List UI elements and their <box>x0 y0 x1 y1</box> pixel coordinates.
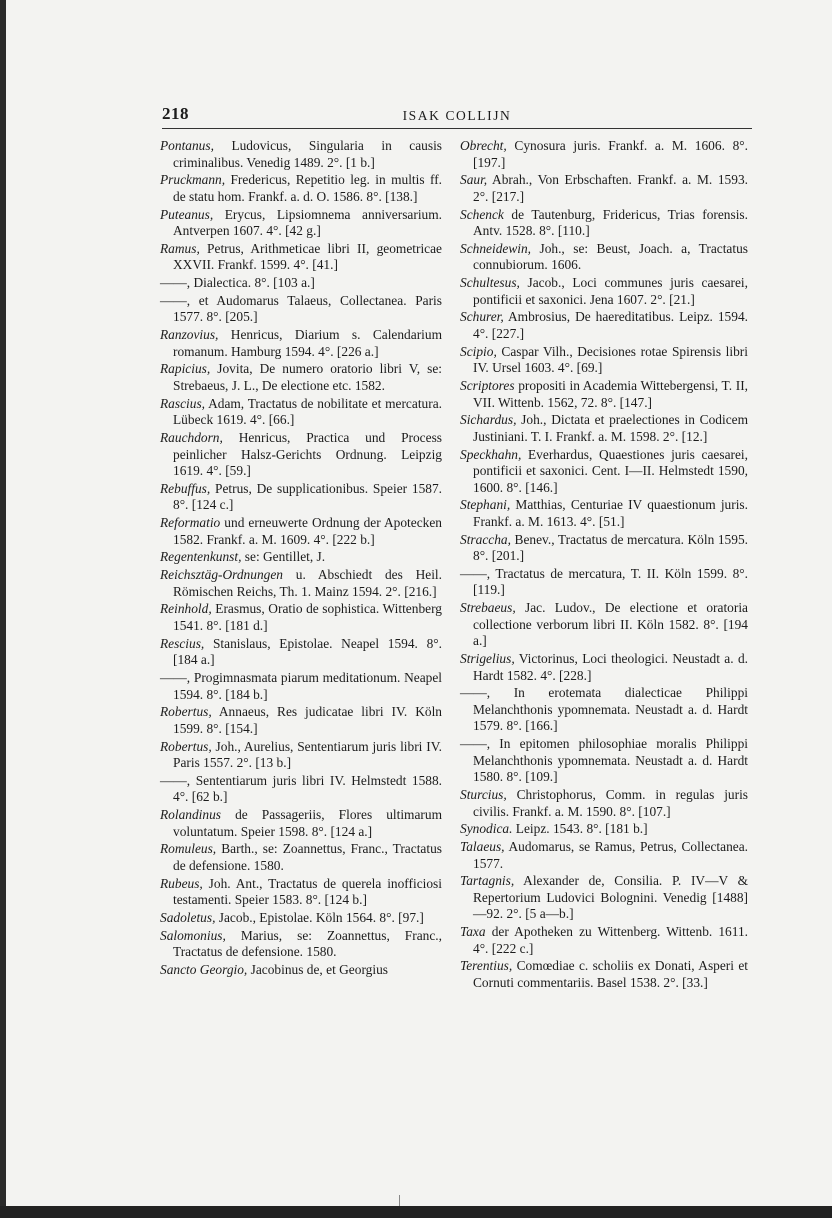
binding-mark <box>399 1195 400 1206</box>
entry-text: Alexander de, Consilia. P. IV—V & Repertorium Ludovici Bolognini. Venedig [1488]—92. 2°. [5 a—b.] <box>473 873 748 922</box>
entry-author: Pruckmann, <box>160 172 226 188</box>
entry-author: Speckhahn, <box>460 446 522 462</box>
entry-author: Rescius, <box>160 635 205 651</box>
entry-author: Sadoletus, <box>160 909 216 925</box>
entry-text: ——, Sententiarum juris libri IV. Helmstedt 1588. 4°. [62 b.] <box>160 772 442 805</box>
entry-text: Jacob., Epistolae. Köln 1564. 8°. [97.] <box>215 909 424 925</box>
entry-text: Leipz. 1543. 8°. [181 b.] <box>512 821 648 837</box>
bibliography-entry <box>460 412 748 445</box>
entry-text: Christophorus, Comm. in regulas juris civilis. Frankf. a. M. 1590. 8°. [107.] <box>473 786 748 819</box>
entry-author: Romuleus, <box>160 841 217 857</box>
entry-text: Erasmus, Oratio de sophistica. Wittenberg 1541. 8°. [181 d.] <box>173 601 442 633</box>
page-number: 218 <box>162 104 189 123</box>
entry-author: Straccha, <box>460 531 511 547</box>
bibliography-entry <box>160 396 442 429</box>
entry-author: Talaeus, <box>460 838 505 854</box>
entry-text: ——, Progimnasmata piarum meditationum. Neapel 1594. 8°. [184 b.] <box>160 669 442 702</box>
entry-text: Abrah., Von Erbschaften. Frankf. a. M. 1593. 2°. [217.] <box>473 172 748 204</box>
entry-author: Puteanus, <box>160 206 214 222</box>
entry-text: se: Gentillet, J. <box>241 549 326 565</box>
entry-text: Petrus, Arithmeticae libri II, geometricae XXVII. Frankf. 1599. 4°. [41.] <box>173 240 442 273</box>
bibliography-entry <box>160 327 442 360</box>
bibliography-entry <box>160 361 442 394</box>
bibliography-entry <box>460 447 748 497</box>
entry-text: Jovita, De numero oratorio libri V, se: Strebaeus, J. L., De electione etc. 1582. <box>173 361 442 393</box>
bibliography-entry <box>160 241 442 274</box>
bibliography-entry <box>160 928 442 961</box>
bibliography-entry <box>160 704 442 737</box>
bibliography-entry <box>160 601 442 634</box>
entry-author: Terentius, <box>460 958 513 974</box>
scan-edge-bottom <box>0 1206 832 1218</box>
bibliography-entry <box>460 566 748 599</box>
bibliography-entry <box>160 636 442 669</box>
entry-text: Fredericus, Repetitio leg. in multis ff. de statu hom. Frankf. a. d. O. 1586. 8°. [138.] <box>173 172 442 204</box>
entry-author: Pontanus, <box>160 138 214 153</box>
entry-text: Erycus, Lipsiomnema anniversarium. Antverpen 1607. 4°. [42 g.] <box>173 206 442 239</box>
entry-text: de Tautenburg, Fridericus, Trias forensis. Antv. 1528. 8°. [110.] <box>473 206 748 239</box>
entry-text: Ludovicus, Singularia in causis criminalibus. Venedig 1489. 2°. [1 b.] <box>173 138 442 170</box>
bibliography-entry <box>160 549 442 566</box>
entry-author: Schenck <box>460 206 504 222</box>
entry-text: u. Abschiedt des Heil. Römischen Reichs, Th. 1. Mainz 1594. 2°. [216.] <box>173 567 442 599</box>
entry-text: Jac. Ludov., De electione et oratoria collectione verborum libri II. Köln 1582. 8°. [194 a.] <box>473 600 748 649</box>
entry-text: Audomarus, se Ramus, Petrus, Collectanea. 1577. <box>473 838 748 871</box>
bibliography-entry <box>460 839 748 872</box>
entry-text: ——, Dialectica. 8°. [103 a.] <box>160 275 315 291</box>
bibliography-entry <box>160 962 442 979</box>
entry-text: Joh. Ant., Tractatus de querela inofficiosi testamenti. Speier 1583. 8°. [124 b.] <box>173 875 442 908</box>
entry-text: und erneuwerte Ordnung der Apotecken 1582. Frankf. a. M. 1609. 4°. [222 b.] <box>173 515 442 547</box>
entry-text: Marius, se: Zoannettus, Franc., Tractatus de defensione. 1580. <box>173 927 442 960</box>
entry-text: ——, Tractatus de mercatura, T. II. Köln 1599. 8°. [119.] <box>460 565 748 598</box>
bibliography-entry <box>160 515 442 548</box>
bibliography-entry <box>160 739 442 772</box>
entry-author: Schneidewin, <box>460 240 532 256</box>
bibliography-entry <box>160 275 442 292</box>
bibliography-entry <box>160 910 442 927</box>
entry-author: Ramus, <box>160 240 200 256</box>
bibliography-entry <box>460 651 748 684</box>
bibliography-entry <box>460 275 748 308</box>
right-column <box>460 138 748 993</box>
entry-author: Reichsztäg-Ordnungen <box>160 567 283 583</box>
entry-author: Rascius, <box>160 395 206 411</box>
entry-author: Schultesus, <box>460 275 520 291</box>
bibliography-entry <box>160 807 442 840</box>
bibliography-entry <box>160 567 442 600</box>
running-title: ISAK COLLIJN <box>402 108 512 123</box>
entry-author: Scriptores <box>460 377 515 393</box>
entry-author: Stephani, <box>460 497 511 513</box>
entry-text: Jacob., Loci communes juris caesarei, pontificii et saxonici. Jena 1607. 2°. [21.] <box>473 275 748 307</box>
entry-text: Cynosura juris. Frankf. a. M. 1606. 8°. [197.] <box>473 138 748 170</box>
entry-author: Sichardus, <box>460 412 517 428</box>
bibliography-entry <box>460 958 748 991</box>
entry-author: Saur, <box>460 172 488 188</box>
entry-author: Robertus, <box>160 738 212 754</box>
entry-author: Obrecht, <box>460 138 507 153</box>
bibliography-entry <box>460 924 748 957</box>
bibliography-entry <box>460 241 748 274</box>
entry-author: Synodica. <box>460 821 513 837</box>
bibliography-entry <box>160 481 442 514</box>
entry-author: Taxa <box>460 924 486 940</box>
entry-author: Reinhold, <box>160 601 212 617</box>
entry-author: Rubeus, <box>160 875 203 891</box>
entry-author: Sturcius, <box>460 786 507 802</box>
entry-text: Caspar Vilh., Decisiones rotae Spirensis libri IV. Ursel 1603. 4°. [69.] <box>473 343 748 376</box>
page-header <box>162 100 752 129</box>
bibliography-entry <box>460 787 748 820</box>
entry-text: Barth., se: Zoannettus, Franc., Tractatus de defensione. 1580. <box>173 841 442 873</box>
bibliography-entry <box>460 207 748 240</box>
bibliography-entry <box>460 344 748 377</box>
bibliography-entry <box>160 670 442 703</box>
bibliography-entry <box>160 773 442 806</box>
entry-text: Victorinus, Loci theologici. Neustadt a. d. Hardt 1582. 4°. [228.] <box>473 651 748 683</box>
entry-text: Joh., se: Beust, Joach. a, Tractatus connubiorum. 1606. <box>473 240 748 273</box>
bibliography-entry <box>160 207 442 240</box>
bibliography-entry <box>460 600 748 650</box>
entry-author: Scipio, <box>460 343 497 359</box>
bibliography-entry <box>460 736 748 786</box>
bibliography-entry <box>460 497 748 530</box>
bibliography-entry <box>160 172 442 205</box>
bibliography-entry <box>160 138 442 171</box>
entry-text: Adam, Tractatus de nobilitate et mercatura. Lübeck 1619. 4°. [66.] <box>173 395 442 428</box>
entry-text: Annaeus, Res judicatae libri IV. Köln 1599. 8°. [154.] <box>173 704 442 736</box>
entry-author: Ranzovius, <box>160 327 219 343</box>
entry-author: Rapicius, <box>160 361 211 377</box>
entry-author: Strebaeus, <box>460 600 516 616</box>
entry-text: Comœdiae c. scholiis ex Donati, Asperi et Cornuti commentariis. Basel 1538. 2°. [33.] <box>473 958 748 990</box>
entry-author: Strigelius, <box>460 651 515 667</box>
scan-edge-left <box>0 0 6 1218</box>
left-column <box>160 138 442 980</box>
bibliography-entry <box>160 430 442 480</box>
entry-text: Stanislaus, Epistolae. Neapel 1594. 8°. [184 a.] <box>173 635 442 668</box>
entry-text: propositi in Academia Wittebergensi, T. II, VII. Wittenb. 1562, 72. 8°. [147.] <box>473 377 748 410</box>
entry-author: Rauchdorn, <box>160 429 223 445</box>
entry-text: Petrus, De supplicationibus. Speier 1587. 8°. [124 c.] <box>173 480 442 513</box>
bibliography-entry <box>460 378 748 411</box>
bibliography-entry <box>160 841 442 874</box>
entry-text: de Passageriis, Flores ultimarum voluntatum. Speier 1598. 8°. [124 a.] <box>173 807 442 839</box>
entry-text: Henricus, Practica und Process peinlicher Halsz-Gerichts Ordnung. Leipzig 1619. 4°. [59.] <box>173 429 442 479</box>
entry-text: Joh., Aurelius, Sententiarum juris libri IV. Paris 1557. 2°. [13 b.] <box>173 738 442 771</box>
bibliography-entry <box>460 532 748 565</box>
entry-text: Jacobinus de, et Georgius <box>247 961 388 977</box>
entry-author: Tartagnis, <box>460 873 515 889</box>
entry-author: Schurer, <box>460 309 504 325</box>
bibliography-entry <box>460 309 748 342</box>
entry-text: Everhardus, Quaestiones juris caesarei, pontificii et saxonici. Cent. I—II. Helmstedt 1590, 1600. 8°. [146.] <box>473 446 748 495</box>
entry-text: ——, In epitomen philosophiae moralis Philippi Melanchthonis ypomnemata. Neustadt a. d. Hardt 1580. 8°. [109.] <box>460 736 748 785</box>
entry-author: Reformatio <box>160 515 221 531</box>
bibliography-entry <box>460 821 748 838</box>
entry-text: Benev., Tractatus de mercatura. Köln 1595. 8°. [201.] <box>473 531 748 564</box>
entry-author: Regentenkunst, <box>160 549 242 565</box>
entry-text: Henricus, Diarium s. Calendarium romanum. Hamburg 1594. 4°. [226 a.] <box>173 327 442 359</box>
entry-author: Robertus, <box>160 704 212 720</box>
bibliography-entry <box>160 293 442 326</box>
entry-text: ——, In erotemata dialecticae Philippi Melanchthonis ypomnemata. Neustadt a. d. Hardt 1579. 8°. [166.] <box>460 685 748 734</box>
bibliography-entry <box>460 873 748 923</box>
entry-text: Joh., Dictata et praelectiones in Codicem Justiniani. T. I. Frankf. a. M. 1598. 2°. [12.] <box>473 412 748 444</box>
entry-text: ——, et Audomarus Talaeus, Collectanea. Paris 1577. 8°. [205.] <box>160 292 442 325</box>
bibliography-entry <box>160 876 442 909</box>
entry-text: der Apotheken zu Wittenberg. Wittenb. 1611. 4°. [222 c.] <box>473 924 748 956</box>
bibliography-entry <box>460 138 748 171</box>
entry-author: Sancto Georgio, <box>160 961 248 977</box>
entry-author: Salomonius, <box>160 927 226 943</box>
entry-text: Ambrosius, De haereditatibus. Leipz. 1594. 4°. [227.] <box>473 309 748 341</box>
entry-text: Matthias, Centuriae IV quaestionum juris. Frankf. a. M. 1613. 4°. [51.] <box>473 497 748 529</box>
entry-author: Rebuffus, <box>160 480 211 496</box>
bibliography-entry <box>460 172 748 205</box>
bibliography-entry <box>460 685 748 735</box>
entry-author: Rolandinus <box>160 807 222 823</box>
